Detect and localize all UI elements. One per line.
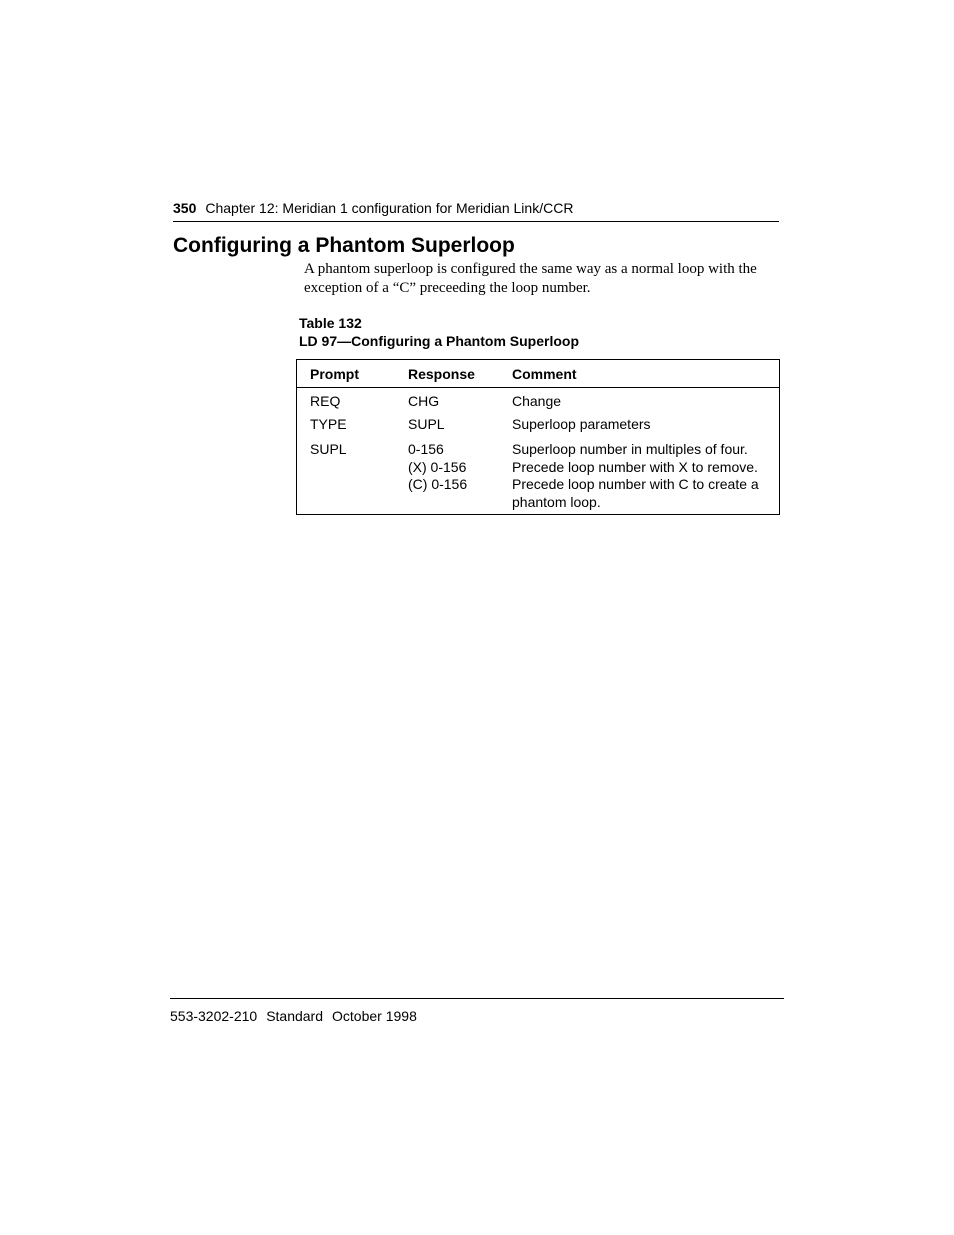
cell-prompt: REQ	[310, 393, 341, 409]
table-caption	[299, 314, 579, 350]
response-line: CHG	[408, 393, 440, 409]
cell-prompt: SUPL	[310, 441, 347, 457]
comment-line: Superloop number in multiples of four.	[512, 441, 748, 457]
running-header	[173, 200, 779, 222]
cell-prompt: TYPE	[310, 416, 347, 432]
header-response: Response	[408, 360, 512, 388]
section-title: Configuring a Phantom Superloop	[173, 234, 515, 257]
doc-date: October 1998	[332, 1008, 417, 1024]
chapter-title: Chapter 12: Meridian 1 configuration for Meridian Link/CCR	[205, 200, 574, 216]
comment-line: Precede loop number with C to create a	[512, 476, 759, 492]
cell-response	[408, 438, 512, 511]
comment-line: Superloop parameters	[512, 416, 651, 432]
comment-line: Precede loop number with X to remove.	[512, 458, 758, 475]
cell-response	[408, 413, 512, 438]
cell-comment	[512, 438, 779, 511]
table-number: Table 132	[299, 315, 362, 331]
response-line: (X) 0-156	[408, 458, 467, 475]
table-row	[297, 438, 779, 511]
table-title: LD 97—Configuring a Phantom Superloop	[299, 333, 579, 349]
response-line: SUPL	[408, 416, 445, 432]
header-prompt: Prompt	[297, 360, 408, 388]
config-table-grid	[297, 360, 779, 511]
doc-number: 553-3202-210	[170, 1008, 258, 1024]
doc-status: Standard	[266, 1008, 324, 1024]
table-row	[297, 388, 779, 414]
comment-line: phantom loop.	[512, 493, 601, 510]
cell-response	[408, 388, 512, 414]
table-header-row	[297, 360, 779, 388]
running-footer	[170, 998, 784, 1024]
comment-line: Change	[512, 393, 562, 409]
intro-paragraph: A phantom superloop is configured the same way as a normal loop with the exception of a “C” preceeding the loop number.	[304, 261, 757, 296]
header-comment: Comment	[512, 360, 779, 388]
cell-comment	[512, 413, 779, 438]
config-table	[296, 359, 780, 515]
cell-comment	[512, 388, 779, 414]
page-number: 350	[173, 200, 197, 216]
response-line: 0-156	[408, 441, 444, 457]
response-line: (C) 0-156	[408, 476, 468, 492]
table-row	[297, 413, 779, 438]
